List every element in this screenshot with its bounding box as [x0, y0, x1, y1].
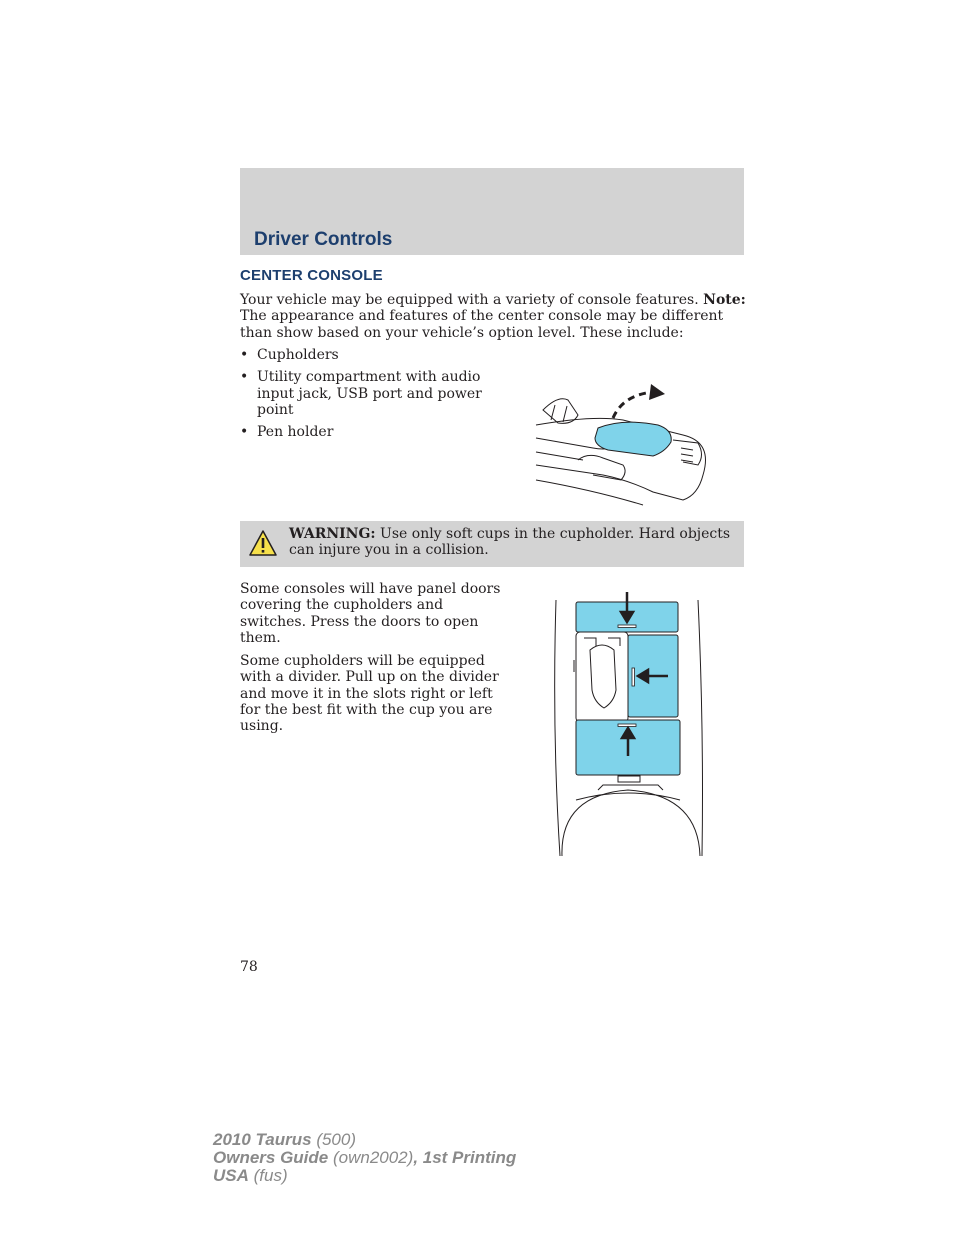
note-label: Note:	[703, 292, 746, 308]
bullet-glyph: •	[240, 424, 249, 441]
warning-triangle-icon	[248, 529, 278, 557]
footer-line-3	[213, 1167, 516, 1185]
footer-line-1	[213, 1131, 516, 1149]
console-armrest-illustration	[533, 380, 745, 510]
footer-model: 2010 Taurus	[213, 1130, 312, 1149]
warning-body: Use only soft cups in the cupholder. Hard objects can injure you in a collision.	[289, 526, 731, 559]
warning-box	[240, 521, 744, 567]
bullet-glyph: •	[240, 369, 249, 386]
footer-line-2	[213, 1149, 516, 1167]
footer-guide-code: (own2002)	[328, 1148, 414, 1167]
footer-guide: Owners Guide	[213, 1148, 329, 1167]
warning-text	[289, 526, 739, 559]
section-header-band	[240, 168, 744, 255]
intro-paragraph	[240, 292, 746, 341]
divider-paragraph: Some cupholders will be equipped with a divider. Pull up on the divider and move it in the slots right or left for the best fit with the cup you are using.	[240, 653, 499, 735]
document-footer	[213, 1131, 516, 1185]
bullet-glyph: •	[240, 347, 249, 363]
list-item	[240, 424, 490, 440]
list-item-text: Cupholders	[257, 347, 339, 363]
list-item	[240, 369, 490, 418]
feature-list	[240, 347, 490, 446]
intro-text-before: Your vehicle may be equipped with a variety of console features.	[240, 292, 704, 308]
section-title: CENTER CONSOLE	[240, 267, 383, 284]
footer-market-code: (fus)	[248, 1166, 288, 1185]
panel-doors-paragraph: Some consoles will have panel doors covering the cupholders and switches. Press the doors to open them.	[240, 581, 501, 646]
list-item-text: Utility compartment with audio input jack, USB port and power point	[257, 369, 482, 418]
console-top-view-illustration	[548, 590, 712, 858]
chapter-title: Driver Controls	[254, 229, 393, 250]
page-number: 78	[240, 959, 258, 975]
footer-market: USA	[213, 1166, 249, 1185]
list-item	[240, 347, 490, 363]
footer-model-code: (500)	[311, 1130, 357, 1149]
list-item-text: Pen holder	[257, 424, 334, 441]
intro-text-after: The appearance and features of the center console may be different than show based on your vehicle’s option level. These include:	[240, 308, 724, 341]
footer-printing: , 1st Printing	[413, 1148, 517, 1167]
warning-label: WARNING:	[289, 526, 376, 542]
